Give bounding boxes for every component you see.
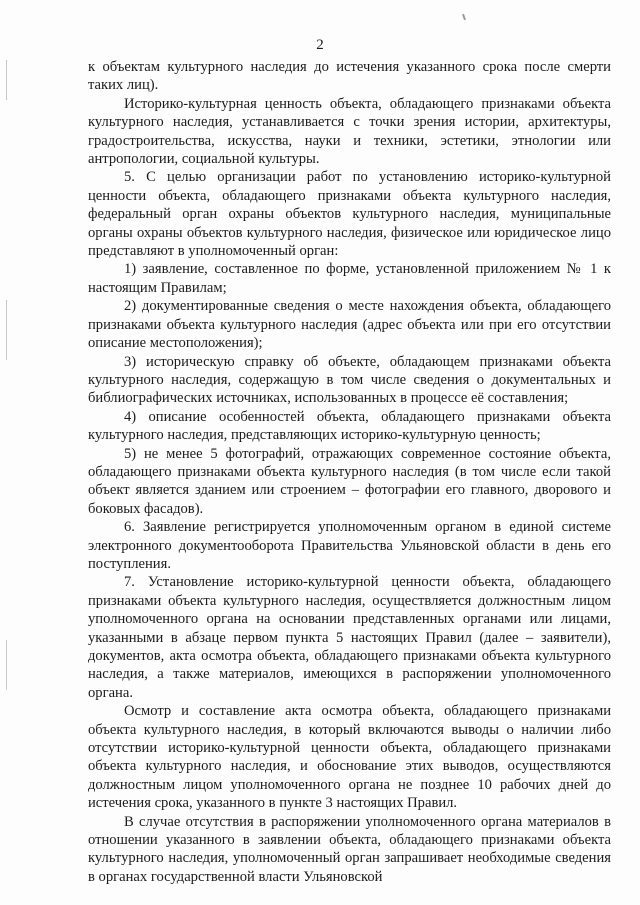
- list-item-5-3: 3) историческую справку об объекте, обладающем признаками объекта культурного наследия, содержащую в том числе сведения о документальных и библиографических источниках, использованных в процессе её составления;: [88, 353, 611, 407]
- paragraph-continuation: к объектам культурного наследия до истечения указанного срока после смерти таких лиц).: [88, 59, 611, 94]
- paragraph-inspection: Осмотр и составление акта осмотра объекта, обладающего признаками объекта культурного наследия, в который включаются выводы о наличии либо отсутствии историко-культурной ценности объекта, обладающего признаками объекта культурного наследия, и обоснование этих выводов, осуществляются должностным лицом уполномоченного органа не позднее 10 рабочих дней до истечения срока, указанного в пункте 3 настоящих Правил.: [88, 703, 611, 812]
- page-number: 2: [316, 37, 324, 53]
- scan-edge-mark: [6, 300, 7, 360]
- paragraph-clause-6: 6. Заявление регистрируется уполномоченным органом в единой системе электронного документооборота Правительства Ульяновской области в день его поступления.: [88, 519, 611, 572]
- list-item-5-2: 2) документированные сведения о месте нахождения объекта, обладающего признаками объекта культурного наследия (адрес объекта или при его отсутствии описание местоположения);: [88, 298, 611, 352]
- paragraph-missing-materials: В случае отсутствия в распоряжении уполномоченного органа материалов в отношении указанного в заявлении объекта, обладающего признаками объекта культурного наследия, уполномоченный орган запрашивает необходимые сведения в органах государственной власти Ульяновской: [88, 813, 611, 885]
- list-item-5-5: 5) не менее 5 фотографий, отражающих современное состояние объекта, обладающего признаками объекта культурного наследия (в том числе если такой объект является зданием или строением – фотографии его главного, дворового и боковых фасадов).: [88, 445, 611, 517]
- paragraph-historical-value: Историко-культурная ценность объекта, обладающего признаками объекта культурного наследия, устанавливается с точки зрения истории, архитектуры, градостроительства, искусства, науки и техники, эстетики, этнологии или антропологии, социальной культуры.: [88, 95, 611, 168]
- scan-speck: [462, 14, 466, 20]
- document-body: [88, 58, 611, 886]
- list-item-5-4: 4) описание особенностей объекта, обладающего признаками объекта культурного наследия, представляющих историко-культурную ценность;: [88, 408, 611, 444]
- scan-edge-mark: [6, 60, 7, 100]
- paragraph-clause-5: 5. С целью организации работ по установлению историко-культурной ценности объекта, обладающего признаками объекта культурного наследия, федеральный орган охраны объектов культурного наследия, муниципальные органы охраны объектов культурного наследия, физическое или юридическое лицо представляют в уполномоченный орган:: [88, 169, 611, 260]
- scan-edge-mark: [6, 640, 7, 690]
- list-item-5-1: 1) заявление, составленное по форме, установленной приложением № 1 к настоящим Правилам;: [88, 261, 611, 296]
- paragraph-clause-7: 7. Установление историко-культурной ценности объекта, обладающего признаками объекта культурного наследия, осуществляется должностным лицом уполномоченного органа на основании представленных органами или лицами, указанными в абзаце первом пункта 5 настоящих Правил (далее – заявители), документов, акта осмотра объекта, обладающего признаками объекта культурного наследия, а также материалов, имеющихся в распоряжении уполномоченного органа.: [88, 574, 611, 701]
